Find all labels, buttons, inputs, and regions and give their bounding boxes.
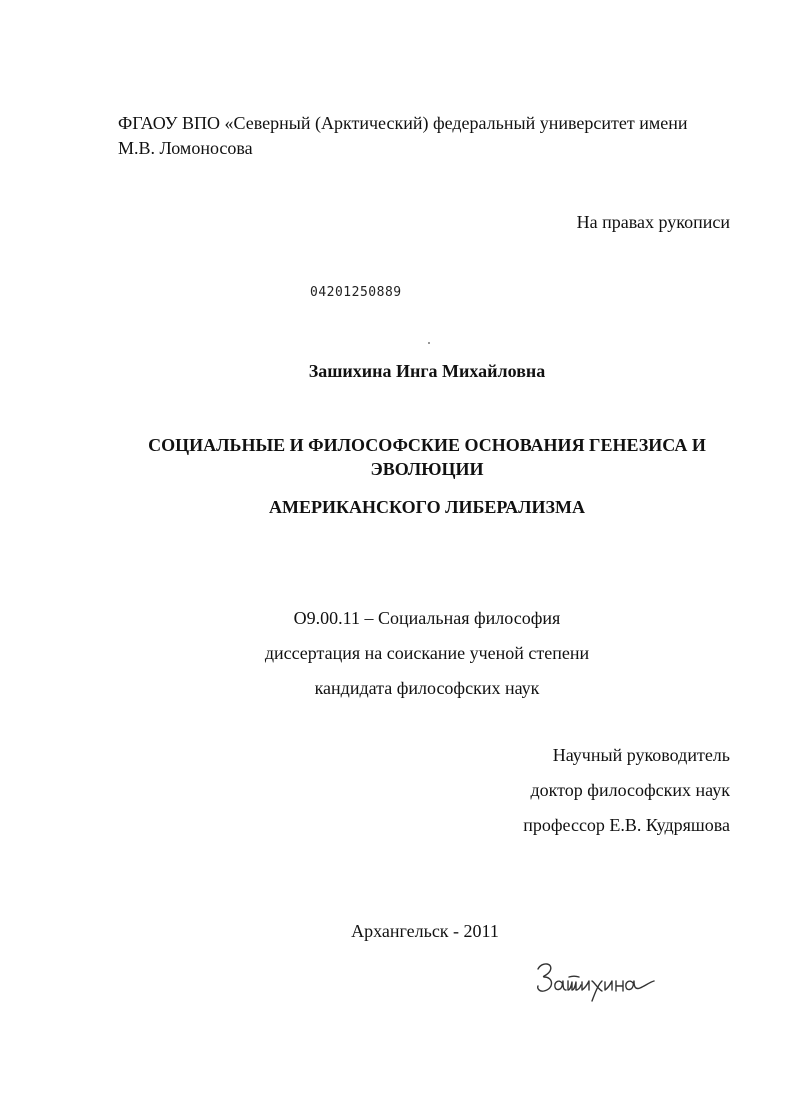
scan-speck bbox=[428, 342, 430, 344]
institution-line-1: ФГАОУ ВПО «Северный (Арктический) федеральный университет имени bbox=[118, 113, 688, 133]
institution-name bbox=[118, 111, 738, 161]
author-name: Зашихина Инга Михайловна bbox=[308, 361, 546, 381]
supervisor-name: профессор Е.В. Кудряшова bbox=[523, 815, 730, 835]
degree-line-1: диссертация на соискание ученой степени bbox=[264, 643, 590, 663]
institution-line-2: М.В. Ломоносова bbox=[118, 138, 253, 158]
title-line-1: СОЦИАЛЬНЫЕ И ФИЛОСОФСКИЕ ОСНОВАНИЯ ГЕНЕЗИСА И bbox=[148, 435, 706, 455]
city-year: Архангельск - 2011 bbox=[351, 921, 499, 941]
degree-line-2: кандидата философских наук bbox=[314, 678, 540, 698]
title-line-2: ЭВОЛЮЦИИ bbox=[370, 459, 484, 479]
specialty-code: О9.00.11 – Социальная философия bbox=[293, 608, 561, 628]
title-line-3: АМЕРИКАНСКОГО ЛИБЕРАЛИЗМА bbox=[268, 497, 586, 517]
handwritten-signature bbox=[532, 955, 672, 1005]
supervisor-label: Научный руководитель bbox=[552, 745, 730, 765]
registration-code: 04201250889 bbox=[310, 285, 402, 300]
supervisor-degree: доктор философских наук bbox=[530, 780, 730, 800]
manuscript-rights-note: На правах рукописи bbox=[576, 212, 730, 232]
dissertation-title bbox=[0, 433, 792, 481]
